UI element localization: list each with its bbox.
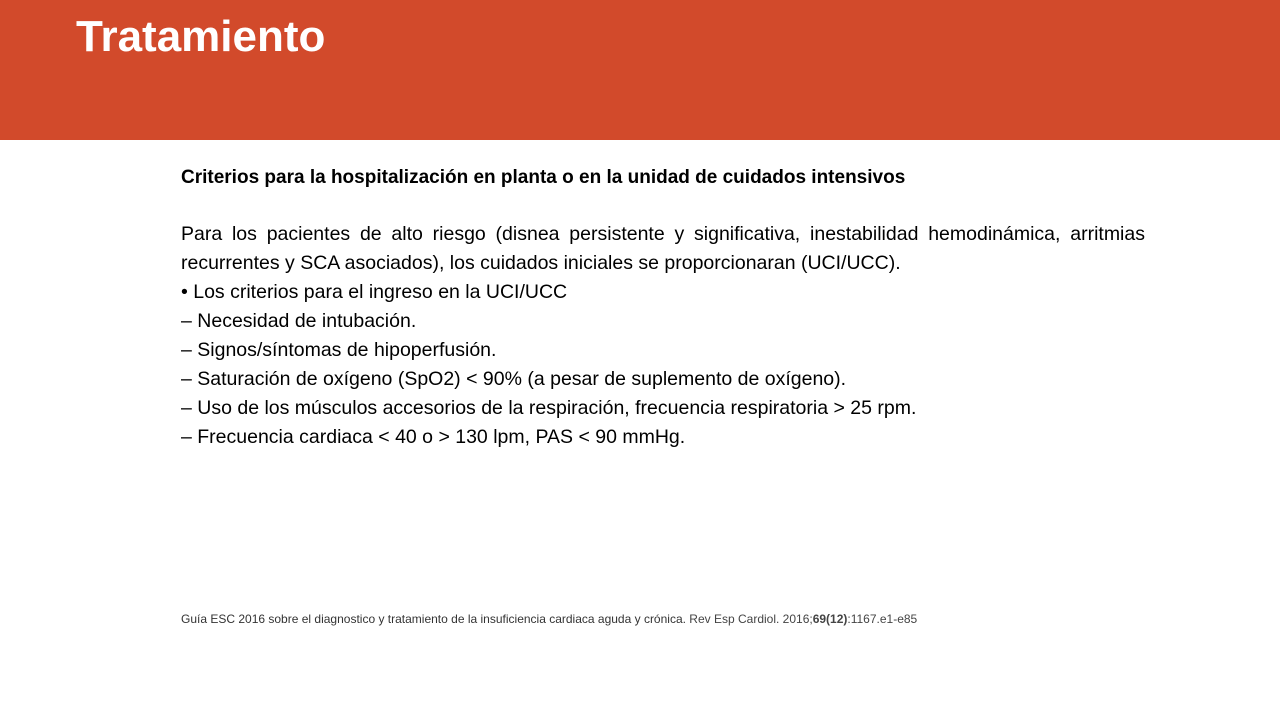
spacer <box>181 194 1145 220</box>
criteria-item: – Frecuencia cardiaca < 40 o > 130 lpm, PAS < 90 mmHg. <box>181 426 686 448</box>
slide-content <box>181 162 1145 452</box>
bullet-item: • Los criterios para el ingreso en la UCI/UCC <box>181 281 568 303</box>
citation-journal: Rev Esp Cardiol. 2016; <box>689 612 813 626</box>
citation-volume: 69(12) <box>812 612 848 626</box>
criteria-item: – Uso de los músculos accesorios de la respiración, frecuencia respiratoria > 25 rpm. <box>181 397 917 419</box>
citation-pages: :1167.e1-e85 <box>847 612 918 626</box>
criteria-item: – Necesidad de intubación. <box>181 310 417 332</box>
slide-title: Tratamiento <box>76 12 326 61</box>
criteria-item: – Saturación de oxígeno (SpO2) < 90% (a pesar de suplemento de oxígeno). <box>181 368 847 390</box>
criteria-item: – Signos/síntomas de hipoperfusión. <box>181 339 497 361</box>
section-heading: Criterios para la hospitalización en planta o en la unidad de cuidados intensivos <box>181 167 906 188</box>
intro-paragraph: Para los pacientes de alto riesgo (disnea persistente y significativa, inestabilidad hemodinámica, arritmias recurrentes y SCA asociados), los cuidados iniciales se proporcionaran (UCI/UCC). <box>181 223 1145 274</box>
citation <box>181 610 917 628</box>
citation-guide: Guía ESC 2016 sobre el diagnostico y tratamiento de la insuficiencia cardiaca aguda y crónica. <box>181 612 690 626</box>
